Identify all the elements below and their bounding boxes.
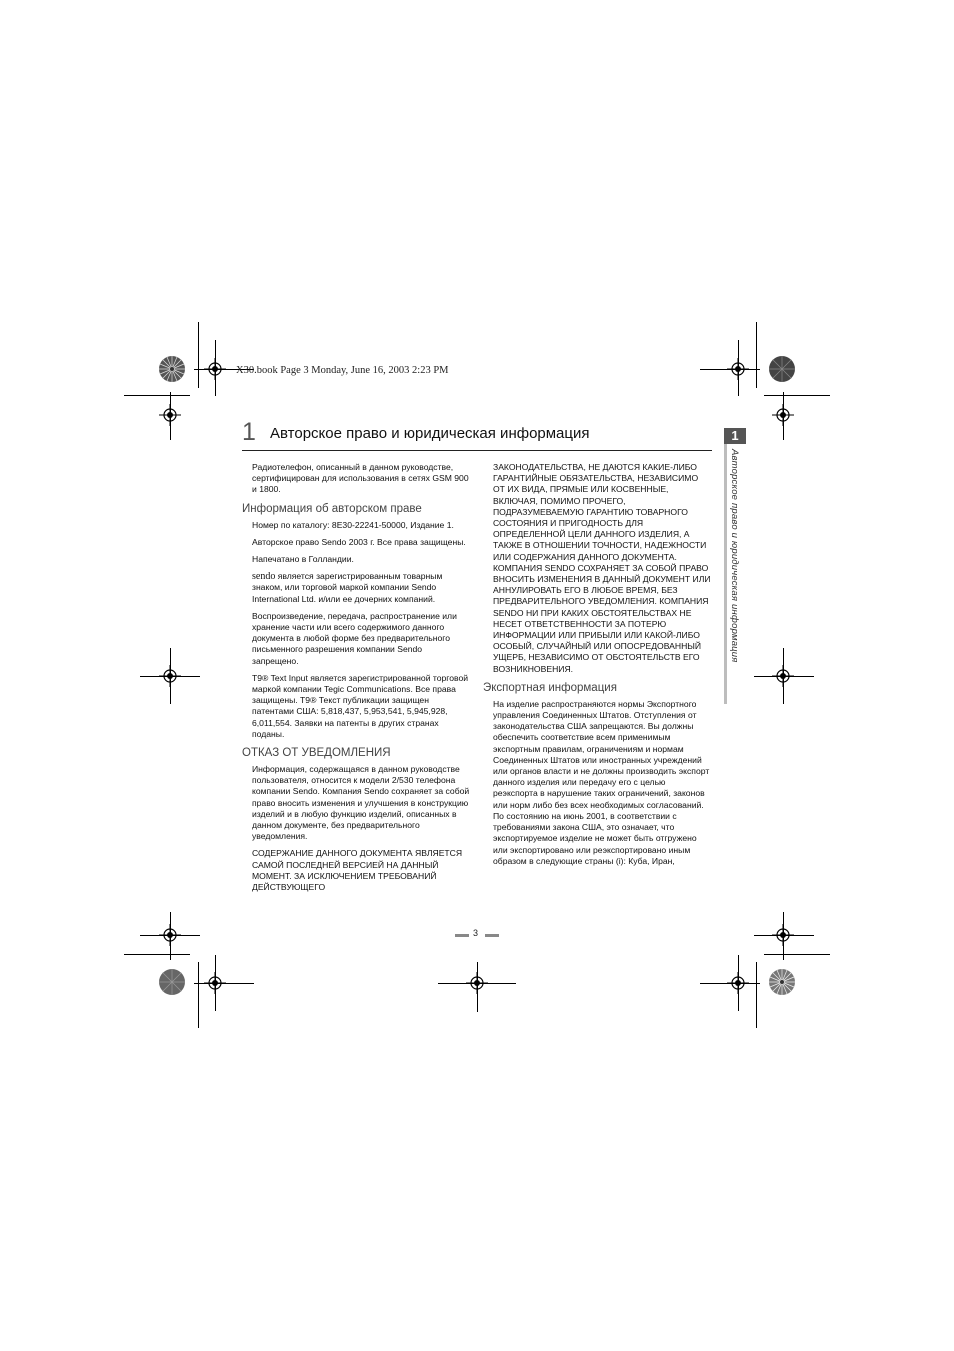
rosette-mark-icon [768, 968, 796, 996]
crop-mark [738, 340, 739, 396]
copyright-heading: Информация об авторском праве [242, 502, 422, 515]
reproduction-paragraph: Воспроизведение, передача, распространение или хранение части или всего содержимого данного документа в любой форме без предварительного письменного разрешения компании Sendo запрещено. [252, 610, 457, 666]
side-tab-text: Авторское право и юридическая информация [729, 449, 740, 663]
rosette-mark-icon [158, 355, 186, 383]
crop-mark [477, 962, 478, 1012]
left-column [242, 462, 470, 899]
crop-mark [170, 912, 171, 960]
page-number-bar-right [485, 934, 499, 937]
intro-paragraph: Радиотелефон, описанный в данном руководстве, сертифицирован для использования в сетях GSM 900 и 1800. [252, 462, 469, 495]
rights-paragraph: Авторское право Sendo 2003 г. Все права защищены. [252, 536, 466, 547]
disclaimer-paragraph-1: Информация, содержащаяся в данном руководстве пользователя, относится к модели 2/530 телефона компании Sendo. Компания Sendo сохраняет за собой право вносить изменения и улучшения в конструкцию изделий и в любую функцию изделий, описанных в данном документе, без предварительного уведомления. [252, 764, 470, 842]
side-tab-number: 1 [724, 428, 746, 444]
crop-mark [754, 935, 814, 936]
disclaimer-heading: ОТКАЗ ОТ УВЕДОМЛЕНИЯ [242, 747, 391, 760]
chapter-number: 1 [242, 418, 256, 446]
export-heading: Экспортная информация [483, 681, 617, 694]
crop-mark [764, 395, 830, 396]
trademark-text: является зарегистрированным товарным знаком, или торговой маркой компании Sendo International Ltd. и/или ее дочерних компаний. [252, 571, 443, 604]
right-column [483, 462, 711, 873]
crop-mark [170, 392, 171, 440]
sendo-logo: sendo [252, 571, 276, 583]
crop-mark [754, 676, 814, 677]
crop-mark [194, 983, 254, 984]
side-tab-bar [724, 444, 727, 704]
t9-paragraph: T9® Text Input является зарегистрированной торговой маркой компании Tegic Communications. Все права защищены. T9® Текст публикации защищен патентами США: 5,818,437, 5,953,541, 5,945,928, 6,011,554. Заявки на патенты в других странах поданы. [252, 672, 469, 739]
crop-mark [783, 648, 784, 704]
crop-mark [700, 983, 760, 984]
rosette-mark-icon [158, 968, 186, 996]
page-number-footer [455, 928, 501, 942]
crop-mark [756, 962, 757, 1028]
disclaimer-continuation: ЗАКОНОДАТЕЛЬСТВА, НЕ ДАЮТСЯ КАКИЕ-ЛИБО ГАРАНТИЙНЫЕ ОБЯЗАТЕЛЬСТВА, НЕЗАВИСИМО ОТ ИХ ВИДА, ПРЯМЫЕ ИЛИ КОСВЕННЫЕ, ВКЛЮЧАЯ, ПОМИМО ПРОЧЕГО, ПОДРАЗУМЕВАЕМУЮ ГАРАНТИЮ ТОВАРНОГО СОСТОЯНИЯ И ПРИГОДНОСТЬ ДЛЯ ОПРЕДЕЛЕННОЙ ЦЕЛИ ДАННОГО ИЗДЕЛИЯ, А ТАКЖЕ В ОТНОШЕНИИ ТОЧНОСТИ, НАДЕЖНОСТИ ИЛИ СОДЕРЖАНИЯ ДАННОГО ДОКУМЕНТА. КОМПАНИЯ SENDO СОХРАНЯЕТ ЗА СОБОЙ ПРАВО ВНОСИТЬ ИЗМЕНЕНИЯ В ДАННЫЙ ДОКУМЕНТ ИЛИ АННУЛИРОВАТЬ ЕГО В ЛЮБОЕ ВРЕМЯ, БЕЗ ПРЕДВАРИТЕЛЬНОГО УВЕДОМЛЕНИЯ. КОМПАНИЯ SENDO НИ ПРИ КАКИХ ОБСТОЯТЕЛЬСТВАХ НЕ НЕСЕТ ОТВЕТСТВЕННОСТИ ЗА ПОТЕРЮ ИНФОРМАЦИИ ИЛИ ПРИБЫЛИ ИЛИ КАКОЙ-ЛИБО ОСОБЫЙ, СЛУЧАЙНЫЙ ИЛИ ОПОСРЕДОВАННЫЙ УЩЕРБ, НЕЗАВИСИМО ОТ ОБСТОЯТЕЛЬСТВ ЕГО ВОЗНИКНОВЕНИЯ. [493, 462, 711, 674]
crop-mark [700, 369, 760, 370]
crop-mark [783, 392, 784, 440]
crop-mark [198, 962, 199, 1028]
disclaimer-paragraph-2: СОДЕРЖАНИЕ ДАННОГО ДОКУМЕНТА ЯВЛЯЕТСЯ САМОЙ ПОСЛЕДНЕЙ ВЕРСИЕЙ НА ДАННЫЙ МОМЕНТ. ЗА ИСКЛЮЧЕНИЕМ ТРЕБОВАНИЙ ДЕЙСТВУЮЩЕГО [252, 848, 463, 893]
printed-paragraph: Напечатано в Голландии. [252, 554, 354, 565]
crop-mark [783, 912, 784, 960]
print-header: X30.book Page 3 Monday, June 16, 2003 2:23 PM [236, 365, 449, 376]
page-number: 3 [473, 928, 479, 938]
crop-mark [124, 395, 190, 396]
crop-mark [764, 954, 830, 955]
chapter-title-text: Авторское право и юридическая информация [270, 425, 590, 442]
export-paragraph: На изделие распространяются нормы Экспортного управления Соединенных Штатов. Отступления от законодательства США запрещаются. Вы должны обеспечить соответствие всем применимым экспортным правилам, ограничениям и нормам Соединенных Штатов или иностранных учреждений или органов власти и не должны производить экспорт данного изделия или передачу его с целью реэкспорта в нарушение таких ограничений, законов или норм либо без всех необходимых согласований. По состоянию на июнь 2001, в соответствии с требованиями закона США, это означает, что экспортируемое изделие не может быть отгружено или экспортировано или реэкспортировано иным образом в следующие страны (i): Куба, Иран, [493, 698, 710, 866]
rosette-mark-icon [768, 355, 796, 383]
chapter-title [242, 418, 712, 451]
crop-mark [215, 340, 216, 396]
crop-mark [124, 954, 190, 955]
page-number-bar-left [455, 934, 469, 937]
crop-mark [756, 322, 757, 388]
crop-mark [170, 648, 171, 704]
catalog-paragraph: Номер по каталогу: 8E30-22241-50000, Издание 1. [252, 519, 454, 530]
crop-mark [198, 322, 199, 388]
trademark-paragraph [252, 571, 470, 605]
crop-mark [738, 955, 739, 1011]
crop-mark [215, 955, 216, 1011]
